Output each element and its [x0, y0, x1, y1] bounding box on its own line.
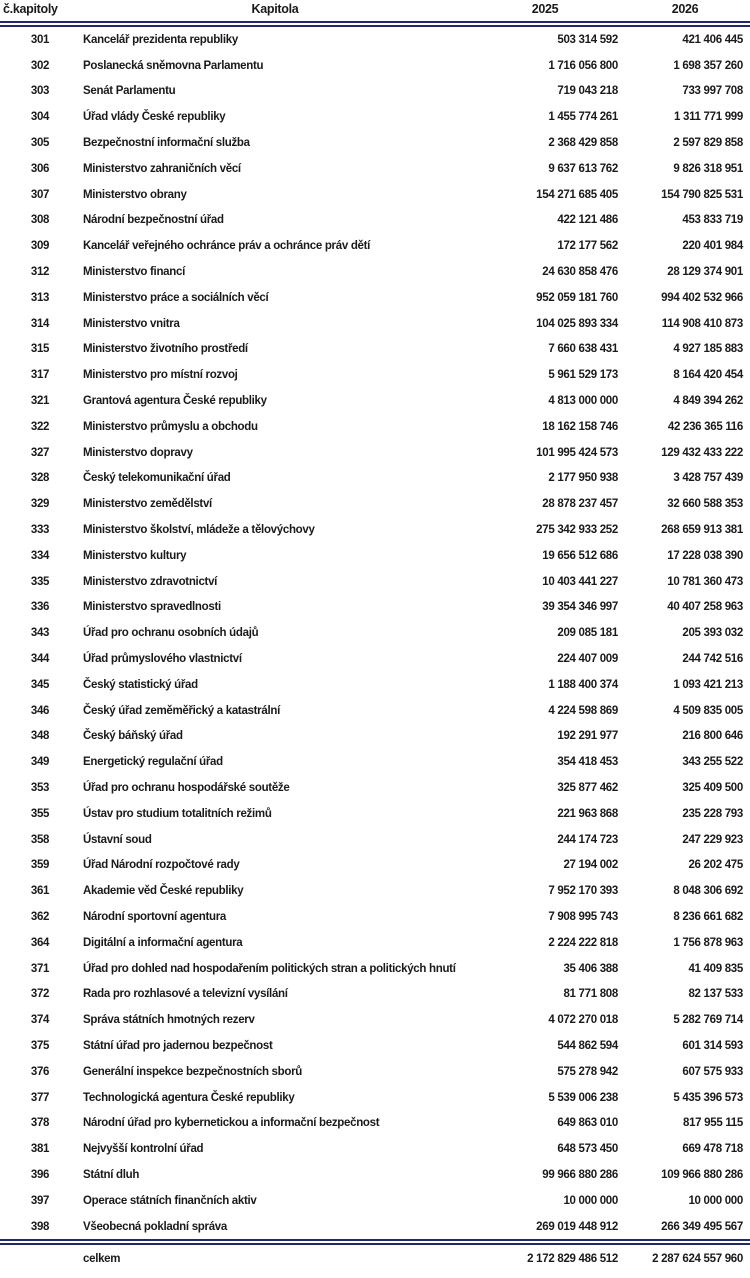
chapter-name-cell: Ministerstvo kultury	[83, 549, 187, 562]
value-2026-cell: 817 955 115	[682, 1117, 743, 1130]
value-2026-cell: 733 997 708	[682, 85, 743, 98]
table-row	[0, 311, 750, 337]
value-2026-cell: 1 698 357 260	[673, 59, 743, 72]
value-2026-cell: 8 048 306 692	[673, 885, 743, 898]
value-2026-cell: 1 756 878 963	[673, 936, 743, 949]
table-row	[0, 285, 750, 311]
chapter-name-cell: Ministerstvo školství, mládeže a tělovýchovy	[83, 524, 315, 537]
value-2025-cell: 648 573 450	[557, 1143, 618, 1156]
chapter-name-cell: Rada pro rozhlasové a televizní vysílání	[83, 988, 288, 1001]
value-2026-cell: 601 314 593	[682, 1039, 743, 1052]
value-2026-cell: 114 908 410 873	[661, 317, 743, 330]
table-row	[0, 1162, 750, 1188]
value-2026-cell: 607 575 933	[682, 1065, 743, 1078]
chapter-name-cell: Všeobecná pokladní správa	[83, 1220, 227, 1233]
chapter-number-cell: 362	[30, 910, 50, 923]
value-2026-cell: 994 402 532 966	[661, 291, 743, 304]
chapter-name-cell: Český báňský úřad	[83, 730, 183, 743]
chapter-number-cell: 398	[30, 1220, 50, 1233]
value-2025-cell: 2 224 222 818	[548, 936, 618, 949]
value-2025-cell: 325 877 462	[557, 782, 618, 794]
value-2025-cell: 952 059 181 760	[536, 291, 618, 304]
value-2025-cell: 192 291 977	[557, 730, 618, 743]
value-2025-cell: 10 000 000	[563, 1194, 618, 1207]
chapter-name-cell: Státní úřad pro jadernou bezpečnost	[83, 1039, 273, 1052]
chapter-number-cell: 301	[30, 33, 50, 46]
chapter-number-cell: 397	[30, 1194, 50, 1207]
table-row	[0, 53, 750, 79]
table-row	[0, 1110, 750, 1136]
value-2026-cell: 17 228 038 390	[667, 549, 743, 562]
chapter-number-cell: 344	[30, 653, 50, 666]
value-2025-cell: 81 771 808	[563, 988, 618, 1001]
col-header-chapter-number: č.kapitoly	[0, 0, 80, 24]
chapter-number-cell: 314	[30, 317, 50, 330]
value-2025-cell: 39 354 346 997	[542, 601, 618, 614]
value-2026-cell: 247 229 923	[682, 833, 743, 846]
chapter-number-cell: 355	[30, 807, 50, 820]
chapter-number-cell: 335	[30, 575, 50, 588]
chapter-number-cell: 305	[30, 137, 50, 150]
chapter-number-cell: 372	[30, 988, 50, 1001]
value-2025-cell: 9 637 613 762	[548, 162, 618, 175]
value-2026-cell: 453 833 719	[682, 214, 743, 227]
chapter-number-cell: 321	[30, 395, 50, 408]
chapter-name-cell: Akademie věd České republiky	[83, 885, 244, 898]
col-header-2026: 2026	[620, 0, 750, 24]
table-row	[0, 1007, 750, 1033]
value-2025-cell: 27 194 002	[563, 859, 618, 872]
value-2026-cell: 8 164 420 454	[673, 369, 743, 382]
chapter-name-cell: Státní dluh	[83, 1168, 140, 1181]
table-row	[0, 930, 750, 956]
value-2026-cell: 216 800 646	[682, 730, 743, 743]
chapter-number-cell: 376	[30, 1065, 50, 1078]
chapter-name-cell: Český statistický úřad	[83, 678, 198, 691]
value-2026-cell: 154 790 825 531	[661, 188, 743, 201]
value-2025-cell: 7 660 638 431	[548, 343, 618, 356]
header-row	[0, 0, 750, 24]
table-row	[0, 1136, 750, 1162]
total-value-2025: 2 172 829 486 512	[470, 1242, 620, 1272]
chapter-number-cell: 308	[30, 214, 50, 227]
chapter-name-cell: Úřad pro ochranu osobních údajů	[83, 627, 259, 640]
chapter-name-cell: Ústav pro studium totalitních režimů	[83, 807, 272, 820]
chapter-number-cell: 322	[30, 420, 50, 433]
table-row	[0, 233, 750, 259]
value-2026-cell: 4 849 394 262	[673, 395, 743, 408]
value-2026-cell: 220 401 984	[682, 240, 743, 253]
value-2026-cell: 26 202 475	[688, 859, 743, 872]
chapter-name-cell: Národní bezpečnostní úřad	[83, 214, 224, 227]
chapter-number-cell: 309	[30, 240, 50, 253]
table-row	[0, 1033, 750, 1059]
table-row	[0, 104, 750, 130]
chapter-name-cell: Bezpečnostní informační služba	[83, 137, 250, 150]
value-2026-cell: 10 781 360 473	[667, 575, 743, 588]
chapter-name-cell: Úřad vlády České republiky	[83, 111, 226, 124]
table-row	[0, 672, 750, 698]
chapter-number-cell: 315	[30, 343, 50, 356]
chapter-number-cell: 302	[30, 59, 50, 72]
chapter-name-cell: Ministerstvo dopravy	[83, 446, 193, 459]
value-2025-cell: 24 630 858 476	[542, 266, 618, 279]
chapter-number-cell: 396	[30, 1168, 50, 1181]
chapter-number-cell: 304	[30, 111, 50, 124]
chapter-name-cell: Ministerstvo obrany	[83, 188, 187, 201]
table-row	[0, 698, 750, 724]
table-row	[0, 775, 750, 801]
table-row	[0, 569, 750, 595]
table-row	[0, 130, 750, 156]
value-2025-cell: 544 862 594	[557, 1039, 618, 1052]
value-2025-cell: 5 961 529 173	[548, 369, 618, 382]
table-row	[0, 388, 750, 414]
value-2025-cell: 101 995 424 573	[536, 446, 618, 459]
value-2026-cell: 82 137 533	[688, 988, 743, 1001]
chapter-name-cell: Ministerstvo zahraničních věcí	[83, 162, 241, 175]
value-2026-cell: 5 282 769 714	[673, 1014, 743, 1027]
value-2025-cell: 1 188 400 374	[548, 678, 618, 691]
chapter-name-cell: Český úřad zeměměřický a katastrální	[83, 704, 280, 717]
value-2026-cell: 268 659 913 381	[661, 524, 743, 537]
chapter-number-cell: 336	[30, 601, 50, 614]
chapter-number-cell: 358	[30, 833, 50, 846]
chapter-name-cell: Grantová agentura České republiky	[83, 395, 267, 408]
value-2025-cell: 575 278 942	[557, 1065, 618, 1078]
chapter-number-cell: 313	[30, 291, 50, 304]
chapter-name-cell: Kancelář prezidenta republiky	[83, 33, 238, 46]
table-row	[0, 491, 750, 517]
chapter-name-cell: Technologická agentura České republiky	[83, 1091, 295, 1104]
table-row	[0, 827, 750, 853]
chapter-number-cell: 361	[30, 885, 50, 898]
chapter-number-cell: 348	[30, 730, 50, 743]
value-2026-cell: 325 409 500	[682, 782, 743, 794]
chapter-name-cell: Nejvyšší kontrolní úřad	[83, 1143, 204, 1156]
value-2026-cell: 4 509 835 005	[673, 704, 743, 717]
chapter-number-cell: 345	[30, 678, 50, 691]
table-row	[0, 414, 750, 440]
value-2026-cell: 5 435 396 573	[673, 1091, 743, 1104]
table-row	[0, 956, 750, 982]
table-row	[0, 724, 750, 750]
total-empty-cell	[0, 1242, 80, 1272]
value-2025-cell: 224 407 009	[557, 653, 618, 666]
value-2026-cell: 40 407 258 963	[667, 601, 743, 614]
chapter-number-cell: 328	[30, 472, 50, 485]
total-row	[0, 1242, 750, 1272]
value-2026-cell: 42 236 365 116	[667, 420, 743, 433]
value-2025-cell: 1 455 774 261	[548, 111, 618, 124]
chapter-number-cell: 333	[30, 524, 50, 537]
table-row	[0, 981, 750, 1007]
chapter-name-cell: Úřad průmyslového vlastnictví	[83, 653, 242, 666]
total-label: celkem	[80, 1242, 470, 1272]
value-2026-cell: 2 597 829 858	[673, 137, 743, 150]
chapter-name-cell: Poslanecká sněmovna Parlamentu	[83, 59, 264, 72]
table-row	[0, 543, 750, 569]
chapter-name-cell: Úřad Národní rozpočtové rady	[83, 859, 240, 872]
chapter-name-cell: Operace státních finančních aktiv	[83, 1194, 257, 1207]
table-row	[0, 878, 750, 904]
table-row	[0, 182, 750, 208]
table-row	[0, 1059, 750, 1085]
chapter-number-cell: 343	[30, 627, 50, 640]
chapter-number-cell: 353	[30, 782, 50, 794]
value-2026-cell: 205 393 032	[682, 627, 743, 640]
table-row	[0, 79, 750, 105]
chapter-name-cell: Ministerstvo zdravotnictví	[83, 575, 218, 588]
value-2025-cell: 1 716 056 800	[548, 59, 618, 72]
chapter-name-cell: Generální inspekce bezpečnostních sborů	[83, 1065, 303, 1078]
table-row	[0, 517, 750, 543]
table-row	[0, 1214, 750, 1243]
value-2025-cell: 221 963 868	[557, 807, 618, 820]
value-2025-cell: 28 878 237 457	[542, 498, 618, 511]
chapter-name-cell: Správa státních hmotných rezerv	[83, 1014, 255, 1027]
chapter-name-cell: Ministerstvo pro místní rozvoj	[83, 369, 238, 382]
col-header-2025: 2025	[470, 0, 620, 24]
table-body	[0, 24, 750, 1242]
value-2026-cell: 1 311 771 999	[673, 111, 743, 124]
value-2025-cell: 104 025 893 334	[536, 317, 618, 330]
table-row	[0, 1085, 750, 1111]
col-header-chapter-name: Kapitola	[80, 0, 470, 24]
table-row	[0, 440, 750, 466]
table-row	[0, 362, 750, 388]
table-row	[0, 749, 750, 775]
value-2025-cell: 154 271 685 405	[536, 188, 618, 201]
total-value-2026: 2 287 624 557 960	[620, 1242, 750, 1272]
value-2026-cell: 32 660 588 353	[667, 498, 743, 511]
chapter-name-cell: Digitální a informační agentura	[83, 936, 243, 949]
chapter-name-cell: Úřad pro ochranu hospodářské soutěže	[83, 782, 290, 794]
chapter-number-cell: 329	[30, 498, 50, 511]
value-2026-cell: 343 255 522	[682, 756, 743, 769]
value-2025-cell: 18 162 158 746	[542, 420, 618, 433]
chapter-number-cell: 307	[30, 188, 50, 201]
chapter-name-cell: Český telekomunikační úřad	[83, 472, 231, 485]
value-2026-cell: 129 432 433 222	[661, 446, 743, 459]
value-2026-cell: 3 428 757 439	[673, 472, 743, 485]
value-2025-cell: 7 908 995 743	[548, 910, 618, 923]
value-2026-cell: 10 000 000	[688, 1194, 743, 1207]
value-2025-cell: 649 863 010	[557, 1117, 618, 1130]
value-2026-cell: 8 236 661 682	[673, 910, 743, 923]
table-header	[0, 0, 750, 24]
table-row	[0, 1188, 750, 1214]
value-2025-cell: 269 019 448 912	[536, 1220, 618, 1233]
chapter-name-cell: Ministerstvo zemědělství	[83, 498, 212, 511]
table-row	[0, 801, 750, 827]
value-2025-cell: 503 314 592	[557, 33, 618, 46]
value-2026-cell: 1 093 421 213	[673, 678, 743, 691]
chapter-number-cell: 327	[30, 446, 50, 459]
chapter-name-cell: Národní sportovní agentura	[83, 910, 226, 923]
table-row	[0, 208, 750, 234]
value-2025-cell: 719 043 218	[557, 85, 618, 98]
value-2025-cell: 4 072 270 018	[548, 1014, 618, 1027]
chapter-number-cell: 375	[30, 1039, 50, 1052]
table-row	[0, 853, 750, 879]
chapter-name-cell: Úřad pro dohled nad hospodařením politických stran a politických hnutí	[83, 962, 456, 975]
chapter-number-cell: 381	[30, 1143, 50, 1156]
chapter-number-cell: 349	[30, 756, 50, 769]
chapter-name-cell: Ministerstvo práce a sociálních věcí	[83, 291, 269, 304]
table-row	[0, 466, 750, 492]
chapter-name-cell: Ministerstvo spravedlnosti	[83, 601, 221, 614]
value-2026-cell: 109 966 880 286	[661, 1168, 743, 1181]
table-row	[0, 646, 750, 672]
chapter-number-cell: 306	[30, 162, 50, 175]
value-2025-cell: 99 966 880 286	[542, 1168, 618, 1181]
value-2025-cell: 19 656 512 686	[542, 549, 618, 562]
value-2025-cell: 422 121 486	[557, 214, 618, 227]
table-row	[0, 156, 750, 182]
value-2026-cell: 669 478 718	[682, 1143, 743, 1156]
value-2025-cell: 172 177 562	[557, 240, 618, 253]
chapter-number-cell: 374	[30, 1014, 50, 1027]
value-2025-cell: 4 224 598 869	[548, 704, 618, 717]
table-row	[0, 904, 750, 930]
chapter-name-cell: Ministerstvo životního prostředí	[83, 343, 248, 356]
chapter-number-cell: 312	[30, 266, 50, 279]
value-2025-cell: 244 174 723	[557, 833, 618, 846]
chapter-number-cell: 317	[30, 369, 50, 382]
value-2026-cell: 244 742 516	[682, 653, 743, 666]
value-2026-cell: 421 406 445	[682, 33, 743, 46]
value-2026-cell: 41 409 835	[688, 962, 743, 975]
value-2026-cell: 9 826 318 951	[673, 162, 743, 175]
table-row	[0, 24, 750, 53]
value-2025-cell: 2 368 429 858	[548, 137, 618, 150]
value-2025-cell: 7 952 170 393	[548, 885, 618, 898]
chapter-number-cell: 303	[30, 85, 50, 98]
value-2025-cell: 354 418 453	[557, 756, 618, 769]
value-2025-cell: 2 177 950 938	[548, 472, 618, 485]
chapter-name-cell: Energetický regulační úřad	[83, 756, 223, 769]
table-footer	[0, 1242, 750, 1272]
value-2026-cell: 4 927 185 883	[673, 343, 743, 356]
value-2026-cell: 28 129 374 901	[667, 266, 743, 279]
chapter-number-cell: 334	[30, 549, 50, 562]
table-row	[0, 337, 750, 363]
value-2026-cell: 235 228 793	[682, 807, 743, 820]
chapter-number-cell: 377	[30, 1091, 50, 1104]
value-2026-cell: 266 349 495 567	[661, 1220, 743, 1233]
value-2025-cell: 35 406 388	[563, 962, 618, 975]
value-2025-cell: 10 403 441 227	[542, 575, 618, 588]
chapter-name-cell: Ministerstvo vnitra	[83, 317, 180, 330]
table-row	[0, 259, 750, 285]
chapter-number-cell: 378	[30, 1117, 50, 1130]
chapter-number-cell: 371	[30, 962, 50, 975]
chapter-name-cell: Ministerstvo financí	[83, 266, 185, 279]
chapter-name-cell: Ústavní soud	[83, 833, 152, 846]
chapter-name-cell: Ministerstvo průmyslu a obchodu	[83, 420, 258, 433]
value-2025-cell: 275 342 933 252	[536, 524, 618, 537]
chapter-name-cell: Senát Parlamentu	[83, 85, 176, 98]
value-2025-cell: 5 539 006 238	[548, 1091, 618, 1104]
chapter-number-cell: 346	[30, 704, 50, 717]
table-row	[0, 620, 750, 646]
value-2025-cell: 209 085 181	[557, 627, 618, 640]
table-row	[0, 595, 750, 621]
chapter-name-cell: Kancelář veřejného ochránce práv a ochránce práv dětí	[83, 240, 371, 253]
chapter-name-cell: Národní úřad pro kybernetickou a informační bezpečnost	[83, 1117, 380, 1130]
value-2025-cell: 4 813 000 000	[548, 395, 618, 408]
chapter-number-cell: 364	[30, 936, 50, 949]
chapter-number-cell: 359	[30, 859, 50, 872]
